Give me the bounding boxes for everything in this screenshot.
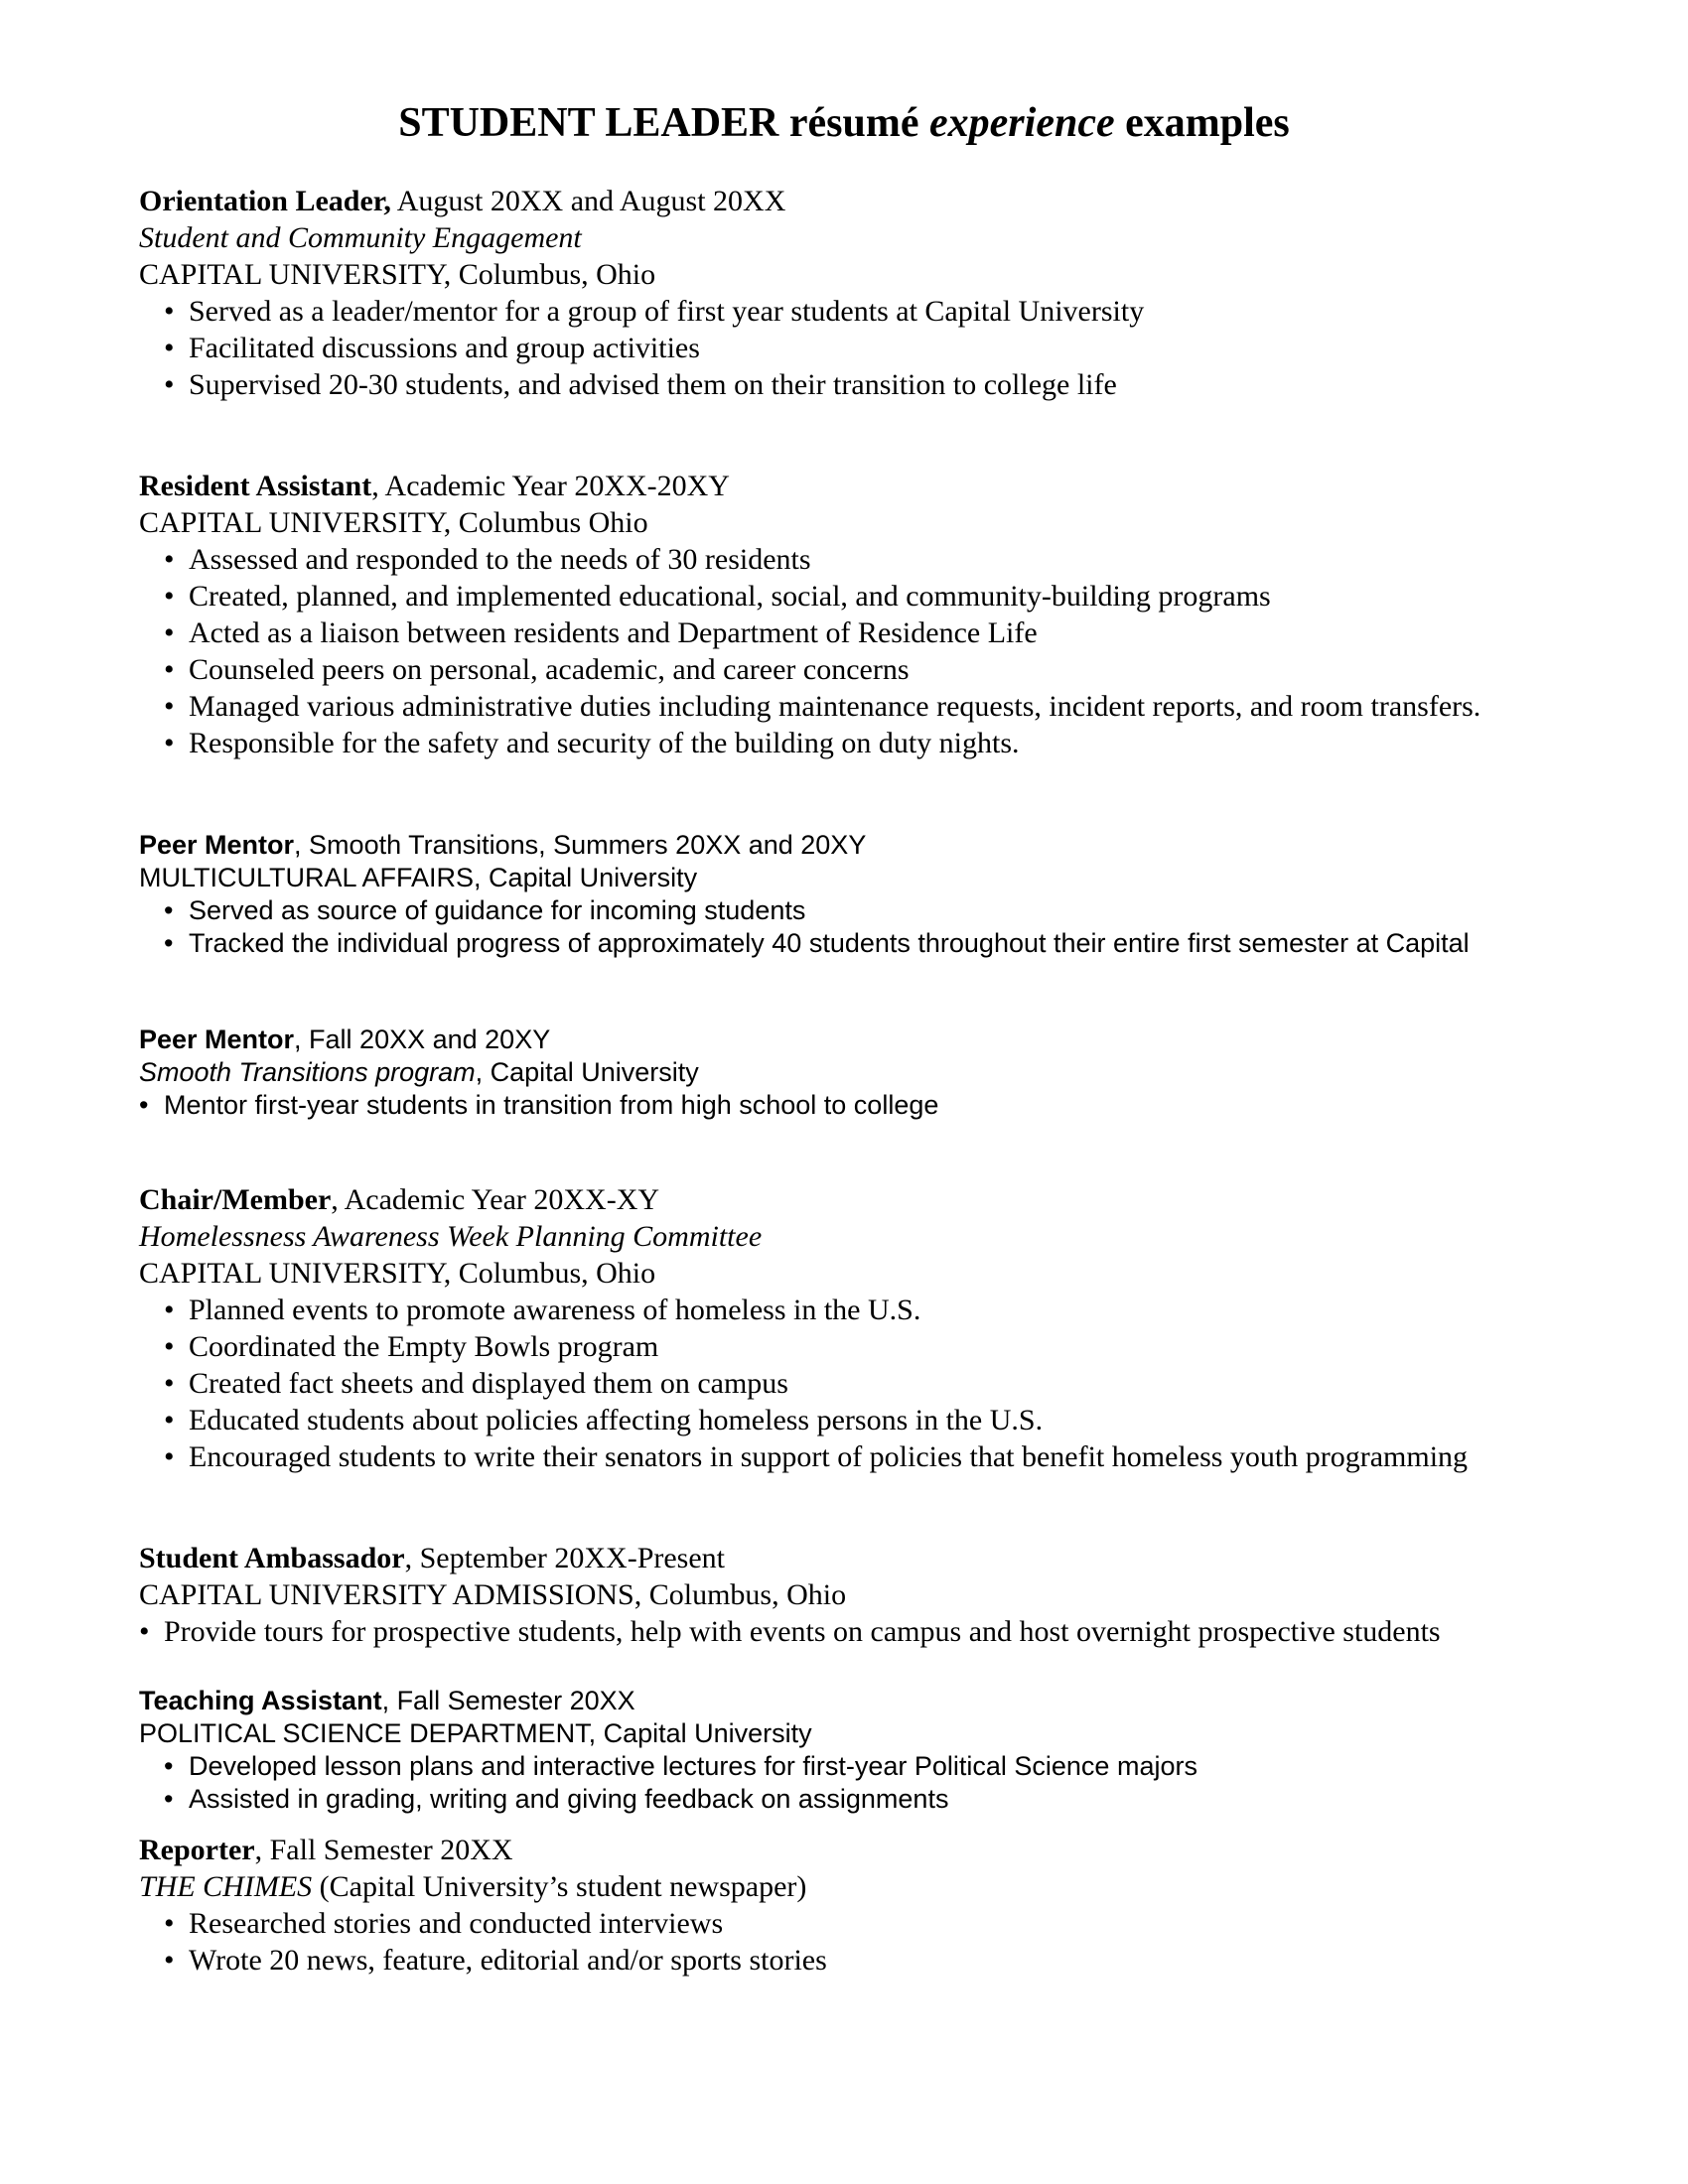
bullet-item: • Created, planned, and implemented educational, social, and community-building programs [139,578,1549,614]
entry-organization: POLITICAL SCIENCE DEPARTMENT, Capital University [139,1718,812,1748]
entry-header [139,1540,1549,1576]
entry-orientation-leader [139,183,1549,403]
entry-program-org: , Capital University [475,1057,699,1087]
bullet-item: • Encouraged students to write their senators in support of policies that benefit homeless youth programming [139,1438,1549,1475]
entry-role: Peer Mentor [139,830,295,860]
entry-header [139,1832,1549,1868]
entry-publication-desc: (Capital University’s student newspaper) [312,1870,807,1903]
entry-organization: CAPITAL UNIVERSITY, Columbus, Ohio [139,258,656,291]
bullet-item: • Created fact sheets and displayed them on campus [139,1365,1549,1402]
bullet-item: • Responsible for the safety and security of the building on duty nights. [139,725,1549,761]
page-title [0,95,1688,151]
bullet-item: • Educated students about policies affecting homeless persons in the U.S. [139,1402,1549,1438]
entry-program-name: Smooth Transitions program [139,1057,476,1087]
bullet-item: • Developed lesson plans and interactive lectures for first-year Political Science majors [139,1750,1549,1783]
entry-dates: , September 20XX-Present [404,1542,726,1574]
bullet-item: • Supervised 20-30 students, and advised them on their transition to college life [139,366,1549,403]
entry-header [139,183,1549,219]
bullet-item: • Provide tours for prospective students, help with events on campus and host overnight prospective students [139,1613,1549,1650]
entry-dates: , Fall Semester 20XX [381,1686,635,1715]
entry-department: Student and Community Engagement [139,221,582,254]
entry-bullets [139,1089,1549,1122]
entry-publication [139,1868,1549,1905]
entry-role: Chair/Member [139,1183,332,1216]
entry-role: Student Ambassador [139,1542,405,1574]
bullet-item: • Researched stories and conducted interviews [139,1905,1549,1942]
bullet-item: • Managed various administrative duties including maintenance requests, incident reports, and room transfers. [139,688,1549,725]
entry-chair-member [139,1181,1549,1475]
entry-bullets [139,1905,1549,1979]
bullet-item: • Acted as a liaison between residents and Department of Residence Life [139,614,1549,651]
entry-header [139,1685,1549,1717]
entry-bullets [139,1613,1549,1650]
entry-organization: CAPITAL UNIVERSITY, Columbus Ohio [139,506,648,539]
entry-publication-name: THE CHIMES [139,1870,313,1903]
entry-dates: , Fall Semester 20XX [254,1834,513,1866]
entry-bullets [139,1750,1549,1816]
bullet-item: • Served as a leader/mentor for a group of first year students at Capital University [139,293,1549,330]
entry-bullets [139,1292,1549,1475]
entry-dates: , Academic Year 20XX-XY [331,1183,660,1216]
bullet-item: • Facilitated discussions and group activities [139,330,1549,366]
bullet-item: • Mentor first-year students in transition from high school to college [139,1089,1549,1122]
entry-header [139,468,1549,504]
bullet-item: • Served as source of guidance for incoming students [139,894,1549,927]
entry-header [139,1181,1549,1218]
entry-dates: August 20XX and August 20XX [390,185,786,217]
entry-peer-mentor-fall [139,1024,1549,1122]
entry-committee: Homelessness Awareness Week Planning Committee [139,1220,763,1253]
entry-peer-mentor-summer [139,829,1549,960]
bullet-item: • Coordinated the Empty Bowls program [139,1328,1549,1365]
bullet-item: • Tracked the individual progress of approximately 40 students throughout their entire first semester at Capital [139,927,1549,960]
bullet-item: • Assisted in grading, writing and giving feedback on assignments [139,1783,1549,1816]
entry-role: Resident Assistant [139,470,372,502]
entry-organization: MULTICULTURAL AFFAIRS, Capital University [139,863,698,892]
bullet-item: • Wrote 20 news, feature, editorial and/or sports stories [139,1942,1549,1979]
entry-organization: CAPITAL UNIVERSITY, Columbus, Ohio [139,1257,656,1290]
entry-header [139,1024,1549,1056]
bullet-item: • Planned events to promote awareness of homeless in the U.S. [139,1292,1549,1328]
entry-header [139,829,1549,862]
entry-dates: , Fall 20XX and 20XY [294,1024,551,1054]
entry-bullets [139,541,1549,761]
entry-organization: CAPITAL UNIVERSITY ADMISSIONS, Columbus, Ohio [139,1578,847,1611]
entry-bullets [139,293,1549,403]
entry-role: Teaching Assistant [139,1686,382,1715]
title-part-2: experience [929,100,1115,146]
entry-role: Reporter [139,1834,255,1866]
entry-role: Orientation Leader, [139,185,391,217]
entry-dates: , Academic Year 20XX-20XY [371,470,730,502]
entry-reporter [139,1832,1549,1979]
entry-resident-assistant [139,468,1549,761]
bullet-item: • Assessed and responded to the needs of 30 residents [139,541,1549,578]
entry-teaching-assistant [139,1685,1549,1816]
title-part-1: STUDENT LEADER résumé [398,100,930,146]
entry-bullets [139,894,1549,960]
entry-student-ambassador [139,1540,1549,1650]
title-part-3: examples [1114,100,1290,146]
entry-dates: , Smooth Transitions, Summers 20XX and 20XY [294,830,867,860]
bullet-item: • Counseled peers on personal, academic, and career concerns [139,651,1549,688]
entry-role: Peer Mentor [139,1024,295,1054]
entry-program [139,1056,1549,1089]
